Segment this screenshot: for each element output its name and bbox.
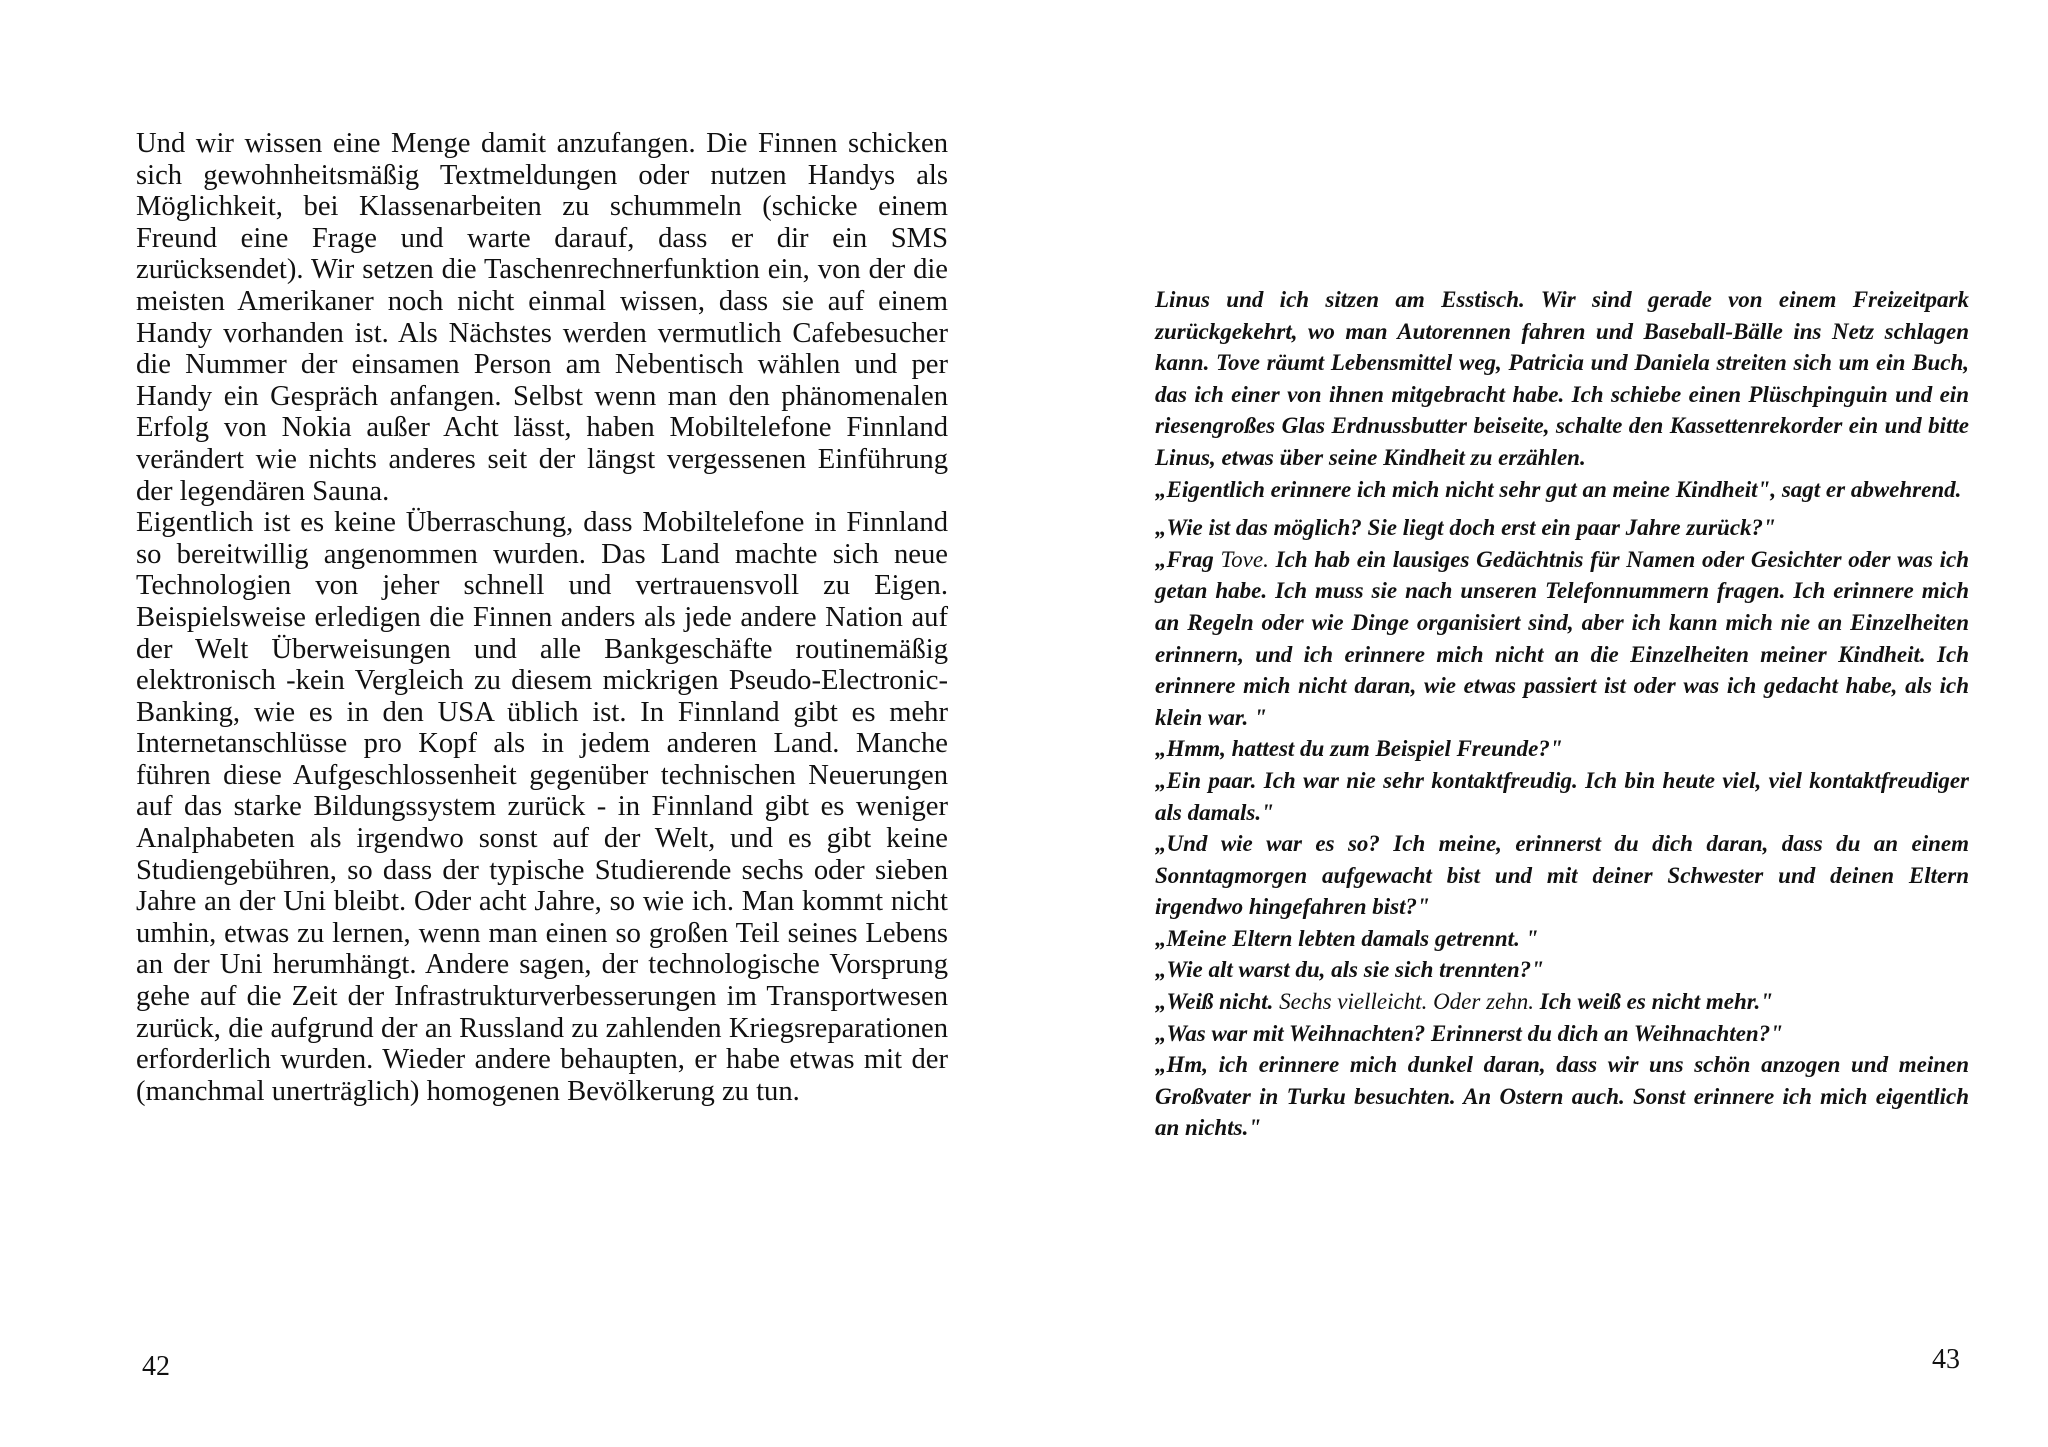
interview-intro: Linus und ich sitzen am Esstisch. Wir sind gerade von einem Freizeitpark zurückgekehrt, wo man Autorennen fahren und Baseball-Bälle ins Netz schlagen kann. Tove räumt Lebensmittel weg, Patricia und Daniela streiten sich um ein Buch, das ich einer von ihnen mitgebracht habe. Ich schiebe einen Plüschpinguin und ein riesengroßes Glas Erdnussbutter beiseite, schalte den Kassettenrekorder ein und bitte Linus, etwas über seine Kindheit zu erzählen. <box>1155 287 1969 470</box>
right-page-body <box>1155 284 1969 1144</box>
paragraph: Eigentlich ist es keine Überraschung, dass Mobiltelefone in Finnland so bereitwillig angenommen wurden. Das Land machte sich neue Technologien von jeher schnell und vertrauensvoll zu Eigen. Beispielsweise erledigen die Finnen anders als jede andere Nation auf der Welt Überweisungen und alle Bankgeschäfte routinemäßig elektronisch -kein Vergleich zu diesem mickrigen Pseudo-Electronic-Banking, wie es in den USA üblich ist. In Finnland gibt es mehr Internetanschlüsse pro Kopf als in jedem anderen Land. Manche führen diese Aufgeschlossenheit gegenüber technischen Neuerungen auf das starke Bildungssystem zurück - in Finnland gibt es weniger Analphabeten als irgendwo sonst auf der Welt, und es gibt keine Studiengebühren, so dass der typische Studierende sechs oder sieben Jahre an der Uni bleibt. Oder acht Jahre, so wie ich. Man kommt nicht umhin, etwas zu lernen, wenn man einen so großen Teil seines Lebens an der Uni herumhängt. Andere sagen, der technologische Vorsprung gehe auf die Zeit der Infrastrukturverbesserungen im Transportwesen zurück, die aufgrund der an Russland zu zahlenden Kriegsreparationen erforderlich wurden. Wieder andere behaupten, er habe etwas mit der (manchmal unerträglich) homogenen Bevölkerung zu tun. <box>136 507 948 1107</box>
right-page <box>1024 0 2048 1447</box>
dialogue-line: „Meine Eltern lebten damals getrennt. " <box>1155 925 1539 951</box>
dialogue-line: „Eigentlich erinnere ich mich nicht sehr gut an meine Kindheit", sagt er abwehrend. <box>1155 476 1962 502</box>
dialogue-line: „Ein paar. Ich war nie sehr kontaktfreudig. Ich bin heute viel, viel kontaktfreudiger als damals." <box>1155 767 1969 825</box>
dialogue-segment: Ich weiß es nicht mehr." <box>1539 989 1773 1015</box>
dialogue-line: „Hm, ich erinnere mich dunkel daran, dass wir uns schön anzogen und meinen Großvater in Turku besuchten. An Ostern auch. Sonst erinnere ich mich eigentlich an nichts." <box>1155 1052 1969 1141</box>
dialogue-segment-plain: Tove. <box>1220 546 1269 572</box>
dialogue-line: „Wie alt warst du, als sie sich trennten?" <box>1155 957 1544 983</box>
page-number-left: 42 <box>142 1351 170 1382</box>
dialogue-line <box>1155 544 1969 734</box>
dialogue-line: „Was war mit Weihnachten? Erinnerst du dich an Weihnachten?" <box>1155 1020 1783 1046</box>
dialogue-segment-plain: Sechs vielleicht. Oder zehn. <box>1279 989 1535 1015</box>
paragraph: Und wir wissen eine Menge damit anzufangen. Die Finnen schicken sich gewohnheitsmäßig Textmeldungen oder nutzen Handys als Möglichkeit, bei Klassenarbeiten zu schummeln (schicke einem Freund eine Frage und warte darauf, dass er dir ein SMS zurücksendet). Wir setzen die Taschenrechnerfunktion ein, von der die meisten Amerikaner noch nicht einmal wissen, dass sie auf einem Handy vorhanden ist. Als Nächstes werden vermutlich Cafebesucher die Nummer der einsamen Person am Nebentisch wählen und per Handy ein Gespräch anfangen. Selbst wenn man den phänomenalen Erfolg von Nokia außer Acht lässt, haben Mobiltelefone Finnland verändert wie nichts anderes seit der längst vergessenen Einführung der legendären Sauna. <box>136 128 948 507</box>
dialogue-segment: „Weiß nicht. <box>1155 989 1274 1015</box>
page-number-right: 43 <box>1932 1344 1960 1375</box>
dialogue-segment: Ich hab ein lausiges Gedächtnis für Namen oder Gesichter oder was ich getan habe. Ich muss sie nach unseren Telefonnummern fragen. Ich erinnere mich an Regeln oder wie Dinge organisiert sind, aber ich kann mich nie an Einzelheiten erinnern, und ich erinnere mich nicht an die Einzelheiten meiner Kindheit. Ich erinnere mich nicht daran, wie etwas passiert ist oder was ich gedacht habe, als ich klein war. " <box>1155 546 1970 730</box>
dialogue-line <box>1155 986 1969 1018</box>
left-page-body <box>136 128 948 1107</box>
dialogue-line: „Und wie war es so? Ich meine, erinnerst du dich daran, dass du an einem Sonntagmorgen aufgewacht bist und mit deiner Schwester und deinen Eltern irgendwo hingefahren bist?" <box>1155 831 1969 920</box>
dialogue-line: „Wie ist das möglich? Sie liegt doch erst ein paar Jahre zurück?" <box>1155 515 1776 541</box>
dialogue-line: „Hmm, hattest du zum Beispiel Freunde?" <box>1155 736 1563 762</box>
dialogue-segment: „Frag <box>1155 546 1214 572</box>
